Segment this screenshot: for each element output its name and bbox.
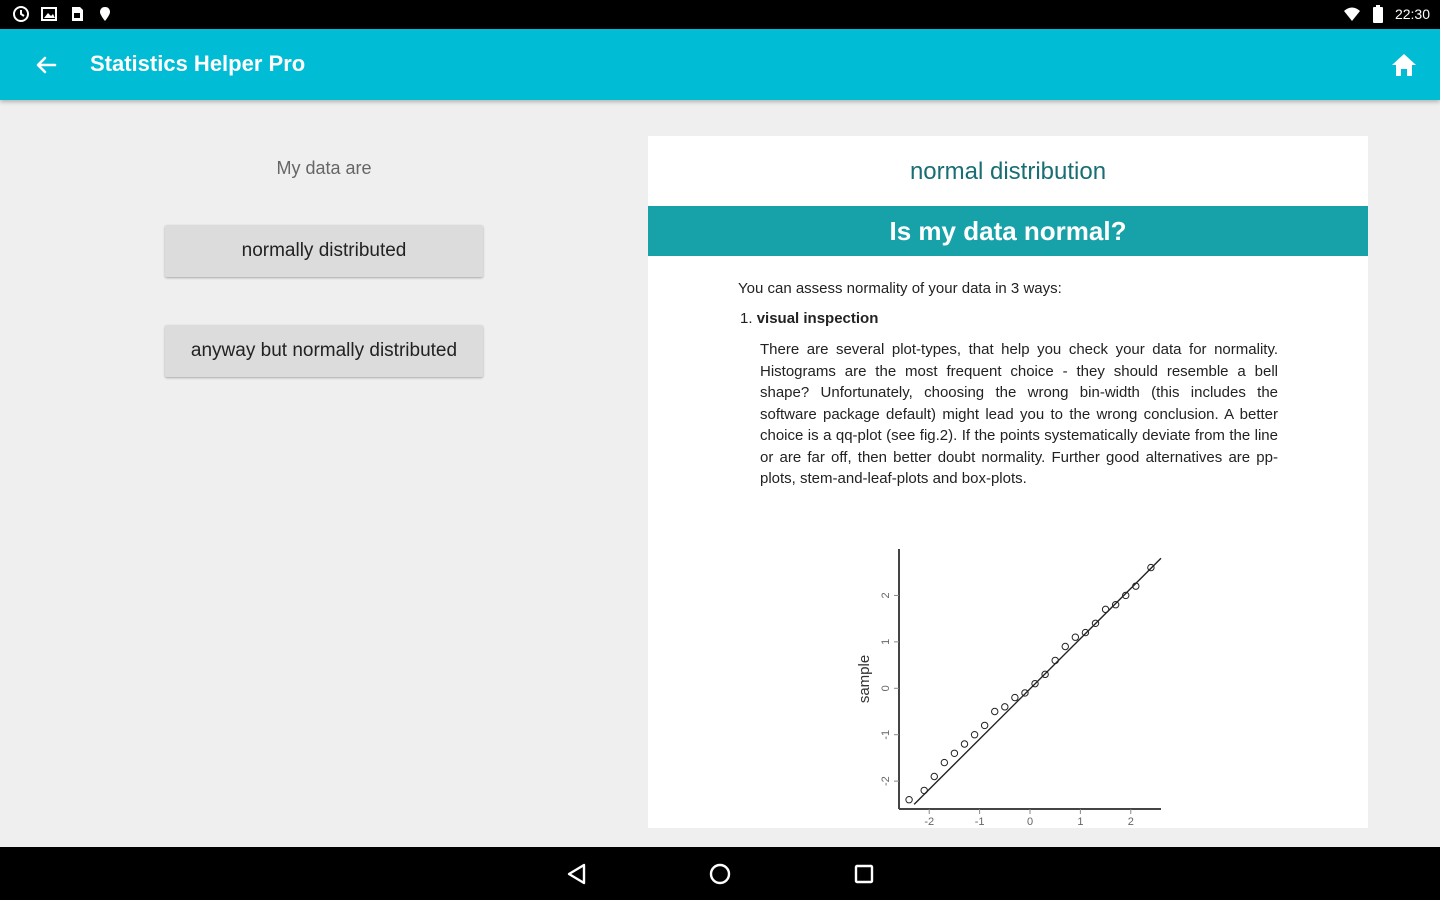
info-panel [648, 136, 1368, 828]
data-point [981, 722, 987, 728]
data-point [941, 759, 947, 765]
data-point [1112, 602, 1118, 608]
data-point [971, 732, 977, 738]
sim-icon [68, 5, 86, 23]
app-title: Statistics Helper Pro [90, 51, 306, 76]
status-bar [0, 0, 1440, 29]
y-axis-label: sample [856, 654, 873, 704]
nav-recents-button[interactable] [847, 857, 881, 891]
x-tick-label: 0 [1026, 816, 1034, 828]
qq-plot-svg [843, 541, 1173, 828]
y-tick-label: -1 [880, 729, 892, 740]
y-tick-label: 1 [880, 638, 892, 645]
nav-back-button[interactable] [559, 857, 593, 891]
home-icon [1391, 53, 1417, 77]
data-point [921, 787, 927, 793]
data-point [931, 773, 937, 779]
data-point [1102, 606, 1108, 612]
home-button[interactable] [1386, 47, 1422, 83]
data-point [961, 741, 967, 747]
image-icon [40, 5, 58, 23]
alarm-icon [12, 5, 30, 23]
not-normally-distributed-button[interactable]: anyway but normally distributed [165, 325, 483, 377]
nav-back-icon [565, 862, 587, 886]
y-tick-label: 2 [880, 592, 892, 599]
nav-recents-icon [853, 863, 875, 885]
data-point [906, 797, 912, 803]
intro-text: You can assess normality of your data in 3 ways: [738, 280, 1062, 297]
location-icon [96, 5, 114, 23]
list-item-title: visual inspection [756, 310, 879, 327]
wifi-icon [1343, 5, 1361, 23]
list-number: 1. [740, 310, 753, 327]
data-point [992, 708, 998, 714]
battery-icon [1369, 5, 1387, 23]
data-point [1062, 643, 1068, 649]
app-bar [0, 29, 1440, 100]
data-point [1002, 704, 1008, 710]
notification-icons [12, 5, 114, 23]
data-point [1012, 694, 1018, 700]
x-tick-label: -1 [974, 816, 985, 828]
list-item-body: There are several plot-types, that help you check your data for normality. Histograms are the most frequent choice - they should resemble a bell shape? Unfortunately, choosing the wrong bin-width (this includes the software package default) might lead you to the wrong conclusion. A better choice is a qq-plot (see fig.2). If the points systematically deviate from the line or are far off, then better doubt normality. Further good alternatives are pp-plots, stem-and-leaf-plots and box-plots. [760, 341, 1278, 487]
x-tick-label: 2 [1127, 816, 1134, 828]
y-tick-label: 0 [880, 685, 892, 692]
data-point [1082, 629, 1088, 635]
normally-distributed-button[interactable]: normally distributed [165, 225, 483, 277]
data-point [1052, 657, 1058, 663]
nav-home-icon [708, 862, 732, 886]
list-item-heading [740, 310, 878, 327]
status-time: 22:30 [1394, 6, 1430, 22]
x-tick-label: 1 [1077, 816, 1084, 828]
nav-home-button[interactable] [703, 857, 737, 891]
qq-plot [843, 541, 1173, 828]
panel-title: normal distribution [909, 158, 1107, 185]
data-prompt: My data are [276, 158, 372, 178]
panel-banner: Is my data normal? [648, 206, 1368, 256]
data-point [951, 750, 957, 756]
x-tick-label: -2 [924, 816, 935, 828]
back-button[interactable] [28, 47, 64, 83]
data-point [1072, 634, 1078, 640]
y-tick-label: -2 [880, 776, 892, 787]
arrow-back-icon [35, 54, 57, 76]
navigation-bar [0, 847, 1440, 900]
status-right [1343, 5, 1430, 23]
